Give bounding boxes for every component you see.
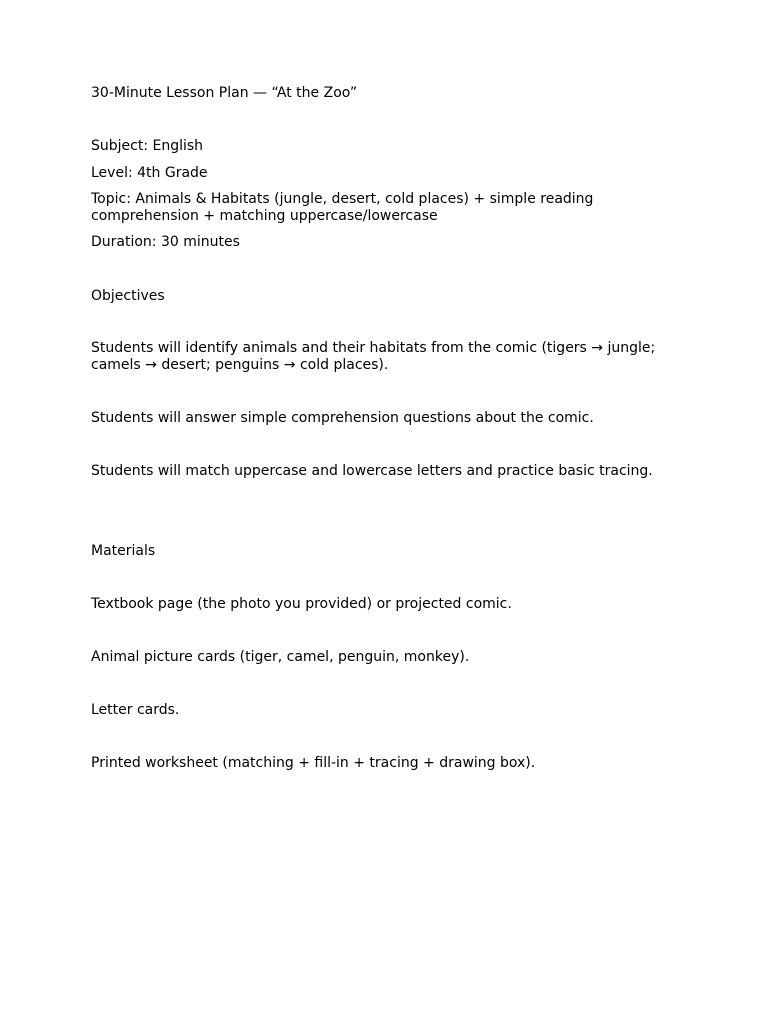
material-item: Letter cards. <box>91 702 180 718</box>
material-item: Printed worksheet (matching + fill-in + tracing + drawing box). <box>91 755 536 771</box>
subject-line: Subject: English <box>91 138 204 154</box>
objective-item: Students will answer simple comprehension questions about the comic. <box>91 410 594 426</box>
materials-heading: Materials <box>91 543 156 559</box>
material-item: Animal picture cards (tiger, camel, penguin, monkey). <box>91 649 470 665</box>
objectives-heading: Objectives <box>91 288 165 304</box>
duration-line: Duration: 30 minutes <box>91 234 240 250</box>
material-item: Textbook page (the photo you provided) or projected comic. <box>91 596 512 612</box>
objective-item: Students will match uppercase and lowercase letters and practice basic tracing. <box>91 463 653 479</box>
topic-line: Topic: Animals & Habitats (jungle, desert, cold places) + simple reading comprehension + matching uppercase/lowercase <box>91 191 594 224</box>
level-line: Level: 4th Grade <box>91 165 208 181</box>
objective-item: Students will identify animals and their habitats from the comic (tigers → jungle; camels → desert; penguins → cold places). <box>91 340 656 373</box>
lesson-title: 30-Minute Lesson Plan — “At the Zoo” <box>91 85 358 101</box>
